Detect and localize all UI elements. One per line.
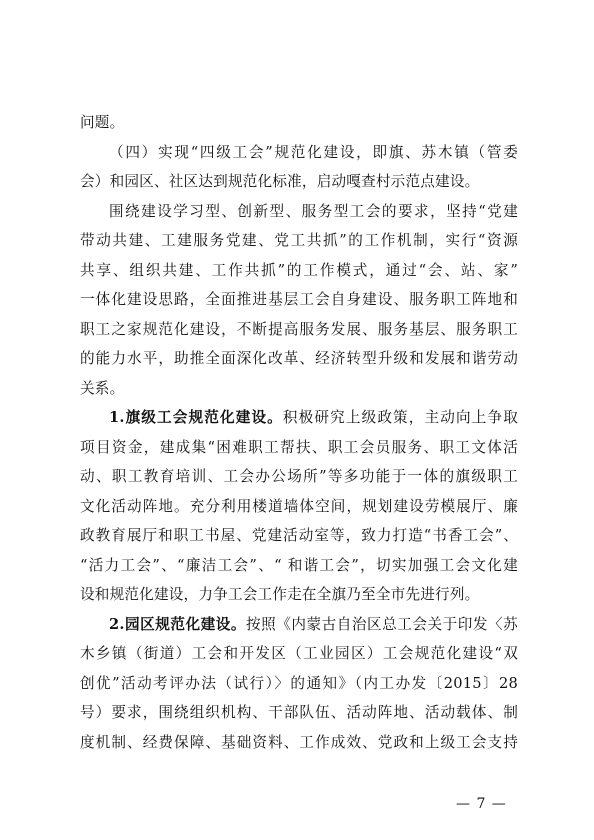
text-line: （四）实现“四级工会”规范化建设，即旗、苏木镇（管委 <box>109 143 518 161</box>
section-heading: 2.园区规范化建设。 <box>109 615 246 633</box>
text-line: 职工之家规范化建设，不断提高服务发展、服务基层、服务职工 <box>80 320 518 338</box>
text-line: 关系。 <box>80 379 125 397</box>
text-line: 木乡镇（街道）工会和开发区（工业园区）工会规范化建设“双 <box>80 645 518 662</box>
section-heading-line: 2.园区规范化建设。按照《内蒙古自治区总工会关于印发〈苏 <box>109 615 518 633</box>
text-line: 共享、组织共建、工作共抓”的工作模式，通过“会、站、家” <box>80 261 518 279</box>
section-heading-line: 1.旗级工会规范化建设。积极研究上级政策，主动向上争取 <box>109 409 518 426</box>
text-line: 政教育展厅和职工书屋、党建活动室等，致力打造“书香工会”、 <box>80 527 518 544</box>
text-line: 的能力水平，助推全面深化改革、经济转型升级和发展和谐劳动 <box>80 350 518 367</box>
text-line: 度机制、经费保障、基础资料、工作成效、党政和上级工会支持 <box>80 733 518 751</box>
text-line: 号）要求，围绕组织机构、干部队伍、活动阵地、活动载体、制 <box>80 704 518 721</box>
text-line: 文化活动阵地。充分利用楼道墙体空间，规划建设劳模展厅、廉 <box>80 497 518 515</box>
text-line: 围绕建设学习型、创新型、服务型工会的要求，坚持“党建 <box>109 202 518 220</box>
page-number: — 7 — <box>456 796 507 812</box>
text-line: 创优”活动考评办法（试行）〉的通知》（内工办发〔2015〕28 <box>80 674 518 692</box>
text-line: 一体化建设思路，全面推进基层工会自身建设、服务职工阵地和 <box>80 291 518 308</box>
text-line: 项目资金，建成集“困难职工帮扶、职工会员服务、职工文体活 <box>80 438 518 456</box>
text-line: 问题。 <box>80 114 125 131</box>
text-line: 动、职工教育培训、工会办公场所”等多功能于一体的旗级职工 <box>80 468 518 485</box>
text-line: “活力工会”、“廉洁工会”、“ 和谐工会”，切实加强工会文化建 <box>80 556 518 574</box>
text-line: 带动共建、工建服务党建、党工共抓”的工作机制，实行“资源 <box>80 232 518 249</box>
section-heading: 1.旗级工会规范化建设。 <box>109 409 283 426</box>
document-body <box>80 108 518 757</box>
text-line: 会）和园区、社区达到规范化标准，启动嘎查村示范点建设。 <box>80 173 480 190</box>
text-line: 设和规范化建设，力争工会工作走在全旗乃至全市先进行列。 <box>80 586 480 603</box>
